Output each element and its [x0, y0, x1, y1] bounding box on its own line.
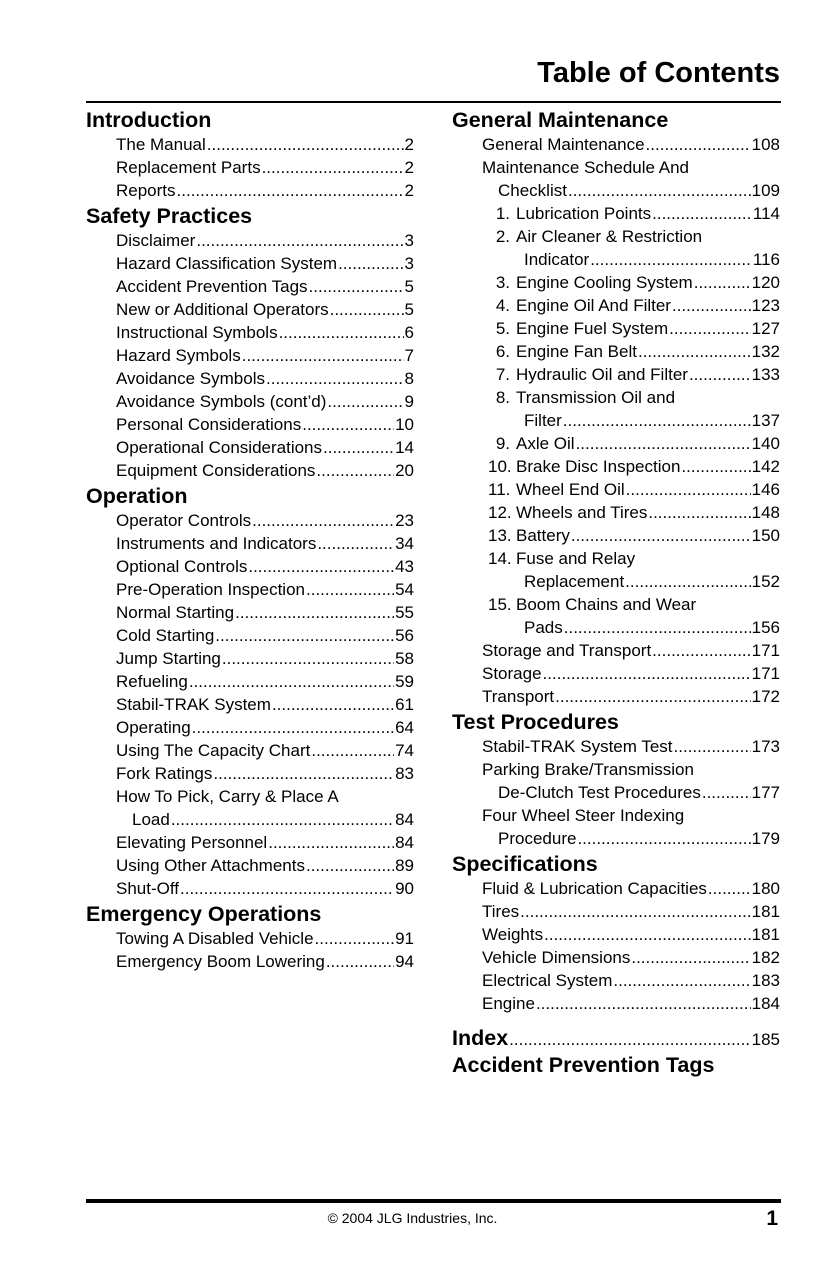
- toc-entry[interactable]: [86, 601, 414, 624]
- toc-leader-dots: [222, 647, 394, 670]
- toc-entry-title: Replacement: [524, 572, 625, 591]
- toc-leader-dots: [242, 344, 404, 367]
- toc-entry[interactable]: [86, 413, 414, 436]
- toc-entry-title: Pre-Operation Inspection: [116, 580, 305, 599]
- toc-leader-dots: [708, 877, 751, 900]
- toc-entry-title: Elevating Personnel: [116, 833, 268, 852]
- toc-entry-page: 182: [751, 948, 780, 967]
- toc-entry-page: 91: [395, 929, 414, 948]
- footer-rule: [86, 1199, 781, 1203]
- toc-leader-dots: [626, 478, 751, 501]
- toc-entry[interactable]: [452, 662, 780, 685]
- section-spacer: [452, 1015, 780, 1025]
- toc-entry[interactable]: [452, 386, 780, 409]
- toc-leader-dots: [180, 877, 394, 900]
- toc-entry-page: 179: [751, 829, 780, 848]
- toc-entry-number: 7.: [495, 365, 510, 384]
- toc-leader-dots: [327, 390, 403, 413]
- toc-entry[interactable]: [86, 624, 414, 647]
- toc-entry[interactable]: [452, 524, 780, 547]
- toc-section-entry[interactable]: [452, 1025, 780, 1051]
- toc-entry-title: Fluid & Lubrication Capacities: [482, 879, 707, 898]
- toc-entry[interactable]: [86, 133, 414, 156]
- toc-entry-title: Fork Ratings: [116, 764, 213, 783]
- toc-entry-title: Personal Considerations: [116, 415, 302, 434]
- toc-leader-dots: [568, 179, 751, 202]
- toc-entry-number: 10.: [488, 457, 512, 476]
- toc-entry-page: 184: [751, 994, 780, 1013]
- toc-entry-page: 34: [395, 534, 414, 553]
- toc-leader-dots: [272, 693, 394, 716]
- toc-entry-page: 64: [395, 718, 414, 737]
- toc-entry-number: 5.: [495, 319, 510, 338]
- toc-entry-title: Electrical System: [482, 971, 613, 990]
- toc-entry-page: 140: [751, 434, 780, 453]
- toc-leader-dots: [669, 317, 750, 340]
- toc-leader-dots: [576, 432, 751, 455]
- toc-entry-title: Jump Starting: [116, 649, 221, 668]
- toc-leader-dots: [177, 179, 404, 202]
- toc-entry-page: 83: [395, 764, 414, 783]
- toc-leader-dots: [652, 639, 750, 662]
- toc-entry[interactable]: [86, 578, 414, 601]
- toc-entry[interactable]: [86, 854, 414, 877]
- toc-entry[interactable]: [86, 532, 414, 555]
- toc-entry[interactable]: [452, 639, 780, 662]
- toc-leader-dots: [196, 229, 403, 252]
- toc-section-title: Index: [452, 1026, 509, 1050]
- toc-left-column: [86, 106, 414, 973]
- toc-entry[interactable]: [452, 804, 780, 827]
- toc-entry-title: Avoidance Symbols (cont’d): [116, 392, 327, 411]
- toc-leader-dots: [262, 156, 404, 179]
- toc-entry-page: 133: [751, 365, 780, 384]
- toc-entry-page: 180: [751, 879, 780, 898]
- toc-entry-page: 183: [751, 971, 780, 990]
- toc-leader-dots: [613, 969, 750, 992]
- toc-entry-page: 171: [751, 664, 780, 683]
- toc-entry-number: 11.: [488, 480, 511, 499]
- toc-section-heading[interactable]: Specifications: [452, 852, 598, 876]
- toc-leader-dots: [215, 624, 394, 647]
- toc-entry-title: Procedure: [498, 829, 577, 848]
- toc-entry-page: 181: [751, 925, 780, 944]
- toc-entry[interactable]: [86, 344, 414, 367]
- toc-entry-title: Battery: [516, 526, 570, 545]
- toc-entry-page: 132: [751, 342, 780, 361]
- toc-entry[interactable]: [452, 478, 780, 501]
- toc-entry-page: 20: [395, 461, 414, 480]
- toc-entry[interactable]: [452, 547, 780, 570]
- toc-entry[interactable]: [452, 432, 780, 455]
- toc-entry-page: 3: [404, 254, 414, 273]
- toc-entry-page: 152: [751, 572, 780, 591]
- toc-leader-dots: [192, 716, 394, 739]
- toc-entry-number: 13.: [488, 526, 512, 545]
- toc-entry-title: Stabil-TRAK System: [116, 695, 271, 714]
- toc-entry[interactable]: [86, 693, 414, 716]
- toc-entry-title: Wheel End Oil: [516, 480, 625, 499]
- toc-entry-title: Shut-Off: [116, 879, 179, 898]
- toc-entry[interactable]: [86, 229, 414, 252]
- toc-entry-number: 14.: [488, 549, 512, 568]
- toc-leader-dots: [638, 340, 751, 363]
- toc-entry[interactable]: [86, 785, 414, 808]
- toc-entry-title: Refueling: [116, 672, 188, 691]
- toc-leader-dots: [309, 275, 404, 298]
- toc-entry[interactable]: [86, 927, 414, 950]
- toc-entry-page: 156: [751, 618, 780, 637]
- toc-entry-title: Instructional Symbols: [116, 323, 278, 342]
- toc-entry-page: 55: [395, 603, 414, 622]
- toc-entry[interactable]: [86, 877, 414, 900]
- toc-entry-page: 6: [404, 323, 414, 342]
- toc-entry[interactable]: [452, 202, 780, 225]
- toc-entry-title: Emergency Boom Lowering: [116, 952, 325, 971]
- toc-entry-page: 150: [751, 526, 780, 545]
- toc-entry-title: Wheels and Tires: [516, 503, 648, 522]
- toc-entry[interactable]: [452, 992, 780, 1015]
- toc-leader-dots: [590, 248, 752, 271]
- toc-entry-number: 6.: [495, 342, 510, 361]
- toc-entry-title: Load: [132, 810, 170, 829]
- toc-entry-title: Transport: [482, 687, 555, 706]
- toc-entry[interactable]: [452, 570, 780, 593]
- toc-entry-page: 8: [404, 369, 414, 388]
- toc-entry-title: Transmission Oil and: [516, 388, 676, 407]
- toc-entry-title: Brake Disc Inspection: [516, 457, 681, 476]
- toc-entry-title: Air Cleaner & Restriction: [516, 227, 703, 246]
- toc-entry[interactable]: [86, 716, 414, 739]
- toc-leader-dots: [317, 532, 394, 555]
- header-rule: [86, 101, 781, 103]
- toc-section-heading[interactable]: General Maintenance: [452, 108, 669, 132]
- toc-entry-title: Operational Considerations: [116, 438, 323, 457]
- toc-entry-page: 2: [404, 135, 414, 154]
- toc-entry[interactable]: [452, 735, 780, 758]
- toc-leader-dots: [571, 524, 751, 547]
- toc-leader-dots: [311, 739, 394, 762]
- toc-entry-title: New or Additional Operators: [116, 300, 329, 319]
- toc-section-heading[interactable]: Accident Prevention Tags: [452, 1053, 715, 1077]
- toc-entry-page: 89: [395, 856, 414, 875]
- toc-entry[interactable]: [452, 317, 780, 340]
- toc-entry[interactable]: [86, 390, 414, 413]
- toc-leader-dots: [279, 321, 404, 344]
- toc-entry[interactable]: [86, 831, 414, 854]
- toc-leader-dots: [625, 570, 750, 593]
- toc-entry[interactable]: [452, 781, 780, 804]
- toc-leader-dots: [672, 294, 751, 317]
- toc-leader-dots: [306, 578, 394, 601]
- toc-entry[interactable]: [86, 321, 414, 344]
- toc-entry[interactable]: [86, 252, 414, 275]
- toc-entry-page: 172: [751, 687, 780, 706]
- toc-entry-page: 5: [404, 300, 414, 319]
- toc-entry-page: 43: [395, 557, 414, 576]
- toc-entry-title: Disclaimer: [116, 231, 196, 250]
- toc-entry-page: 146: [751, 480, 780, 499]
- toc-entry-number: 3.: [495, 273, 510, 292]
- toc-leader-dots: [326, 950, 394, 973]
- page-number: 1: [766, 1207, 778, 1230]
- page-title: Table of Contents: [537, 57, 780, 89]
- toc-leader-dots: [544, 923, 751, 946]
- toc-entry-title: Weights: [482, 925, 544, 944]
- toc-leader-dots: [543, 662, 751, 685]
- toc-leader-dots: [702, 781, 751, 804]
- toc-entry[interactable]: [452, 501, 780, 524]
- toc-leader-dots: [207, 133, 404, 156]
- toc-entry-page: 116: [752, 250, 780, 269]
- toc-entry[interactable]: [86, 647, 414, 670]
- toc-entry-page: 58: [395, 649, 414, 668]
- toc-section-heading[interactable]: Safety Practices: [86, 204, 253, 228]
- toc-entry-page: 171: [751, 641, 780, 660]
- toc-entry-title: The Manual: [116, 135, 206, 154]
- toc-entry-page: 2: [404, 158, 414, 177]
- toc-entry-title: Optional Controls: [116, 557, 248, 576]
- toc-entry-title: Instruments and Indicators: [116, 534, 317, 553]
- toc-entry[interactable]: [452, 225, 780, 248]
- toc-entry-page: 84: [395, 833, 414, 852]
- toc-entry-title: Using The Capacity Chart: [116, 741, 311, 760]
- toc-entry-title: Engine Fan Belt: [516, 342, 637, 361]
- toc-entry-title: Operator Controls: [116, 511, 252, 530]
- toc-entry-title: Vehicle Dimensions: [482, 948, 631, 967]
- toc-entry[interactable]: [86, 275, 414, 298]
- toc-entry-title: Engine Fuel System: [516, 319, 669, 338]
- toc-entry-title: Engine Oil And Filter: [516, 296, 671, 315]
- toc-entry-page: 94: [395, 952, 414, 971]
- toc-leader-dots: [338, 252, 403, 275]
- toc-entry-title: Boom Chains and Wear: [516, 595, 697, 614]
- toc-entry-number: 4.: [495, 296, 510, 315]
- toc-entry[interactable]: [86, 367, 414, 390]
- toc-entry-page: 61: [395, 695, 414, 714]
- toc-leader-dots: [306, 854, 394, 877]
- toc-leader-dots: [316, 459, 394, 482]
- toc-leader-dots: [235, 601, 394, 624]
- toc-entry-page: 23: [395, 511, 414, 530]
- toc-entry-title: Storage: [482, 664, 542, 683]
- toc-entry[interactable]: [452, 946, 780, 969]
- toc-entry-page: 7: [404, 346, 414, 365]
- toc-leader-dots: [323, 436, 394, 459]
- toc-leader-dots: [213, 762, 394, 785]
- toc-entry[interactable]: [452, 877, 780, 900]
- toc-entry-title: Operating: [116, 718, 191, 737]
- toc-entry[interactable]: [452, 827, 780, 850]
- toc-entry-page: 54: [395, 580, 414, 599]
- toc-entry[interactable]: [86, 808, 414, 831]
- toc-entry[interactable]: [86, 555, 414, 578]
- toc-entry-page: 137: [751, 411, 780, 430]
- toc-leader-dots: [330, 298, 404, 321]
- toc-entry-title: Four Wheel Steer Indexing: [482, 806, 685, 825]
- toc-entry-page: 114: [752, 204, 780, 223]
- toc-leader-dots: [509, 1027, 750, 1053]
- toc-right-column: [452, 106, 780, 1078]
- toc-entry-page: 14: [395, 438, 414, 457]
- toc-entry[interactable]: [452, 900, 780, 923]
- toc-entry-number: 8.: [495, 388, 510, 407]
- toc-leader-dots: [302, 413, 394, 436]
- toc-entry-title: Checklist: [498, 181, 567, 200]
- toc-section-heading[interactable]: Emergency Operations: [86, 902, 322, 926]
- toc-entry-title: Tires: [482, 902, 520, 921]
- toc-entry-page: 10: [395, 415, 414, 434]
- toc-entry-title: Hazard Classification System: [116, 254, 338, 273]
- toc-leader-dots: [631, 946, 750, 969]
- toc-leader-dots: [577, 827, 750, 850]
- toc-entry[interactable]: [86, 459, 414, 482]
- toc-entry-title: Reports: [116, 181, 176, 200]
- toc-entry[interactable]: [452, 409, 780, 432]
- toc-entry[interactable]: [452, 179, 780, 202]
- toc-entry-page: 181: [751, 902, 780, 921]
- toc-entry[interactable]: [86, 179, 414, 202]
- toc-entry-page: 74: [395, 741, 414, 760]
- toc-entry-title: Filter: [524, 411, 562, 430]
- toc-entry-title: Hydraulic Oil and Filter: [516, 365, 688, 384]
- toc-leader-dots: [268, 831, 394, 854]
- toc-entry[interactable]: [452, 271, 780, 294]
- toc-leader-dots: [536, 992, 751, 1015]
- toc-entry-title: Stabil-TRAK System Test: [482, 737, 673, 756]
- toc-entry-page: 84: [395, 810, 414, 829]
- toc-entry-page: 173: [751, 737, 780, 756]
- toc-entry-number: 2.: [495, 227, 510, 246]
- toc-entry[interactable]: [452, 593, 780, 616]
- toc-entry[interactable]: [452, 156, 780, 179]
- toc-entry-page: 108: [751, 135, 780, 154]
- toc-entry[interactable]: [452, 923, 780, 946]
- toc-entry-page: 127: [751, 319, 780, 338]
- toc-entry[interactable]: [452, 294, 780, 317]
- toc-leader-dots: [681, 455, 750, 478]
- copyright-notice: © 2004 JLG Industries, Inc.: [327, 1210, 498, 1226]
- toc-entry[interactable]: [452, 340, 780, 363]
- toc-entry-page: 5: [404, 277, 414, 296]
- toc-entry-page: 90: [395, 879, 414, 898]
- toc-entry-page: 123: [751, 296, 780, 315]
- toc-entry-title: Maintenance Schedule And: [482, 158, 689, 177]
- toc-entry-title: Indicator: [524, 250, 590, 269]
- toc-entry[interactable]: [452, 133, 780, 156]
- toc-leader-dots: [689, 363, 751, 386]
- toc-leader-dots: [555, 685, 751, 708]
- toc-leader-dots: [694, 271, 751, 294]
- toc-entry-title: Lubrication Points: [516, 204, 652, 223]
- toc-entry[interactable]: [86, 739, 414, 762]
- toc-leader-dots: [171, 808, 394, 831]
- toc-entry-page: 59: [395, 672, 414, 691]
- toc-entry[interactable]: [86, 670, 414, 693]
- toc-entry-page: 148: [751, 503, 780, 522]
- toc-entry[interactable]: [86, 509, 414, 532]
- toc-leader-dots: [564, 616, 751, 639]
- toc-entry-page: 3: [404, 231, 414, 250]
- toc-entry-title: How To Pick, Carry & Place A: [116, 787, 339, 806]
- toc-leader-dots: [646, 133, 751, 156]
- toc-entry-number: 1.: [495, 204, 510, 223]
- toc-entry-title: Avoidance Symbols: [116, 369, 265, 388]
- toc-entry[interactable]: [452, 363, 780, 386]
- toc-entry-page: 2: [404, 181, 414, 200]
- toc-entry[interactable]: [86, 436, 414, 459]
- toc-leader-dots: [648, 501, 750, 524]
- toc-entry[interactable]: [86, 762, 414, 785]
- toc-entry[interactable]: [452, 248, 780, 271]
- toc-leader-dots: [248, 555, 394, 578]
- toc-entry-page: 177: [751, 783, 780, 802]
- toc-entry-number: 9.: [495, 434, 510, 453]
- toc-entry[interactable]: [452, 685, 780, 708]
- toc-entry-title: Fuse and Relay: [516, 549, 636, 568]
- toc-entry-title: Axle Oil: [516, 434, 575, 453]
- toc-entry[interactable]: [86, 298, 414, 321]
- toc-leader-dots: [315, 927, 395, 950]
- toc-entry-title: De-Clutch Test Procedures: [498, 783, 701, 802]
- toc-entry-title: Engine: [482, 994, 535, 1013]
- toc-leader-dots: [252, 509, 394, 532]
- toc-entry-page: 142: [751, 457, 780, 476]
- toc-entry-number: 15.: [488, 595, 512, 614]
- toc-entry-page: 9: [404, 392, 414, 411]
- toc-entry[interactable]: [452, 616, 780, 639]
- toc-leader-dots: [189, 670, 394, 693]
- toc-entry-title: Pads: [524, 618, 563, 637]
- toc-entry[interactable]: [86, 950, 414, 973]
- toc-leader-dots: [563, 409, 751, 432]
- toc-entry-title: General Maintenance: [482, 135, 645, 154]
- toc-entry-page: 120: [751, 273, 780, 292]
- toc-entry-title: Towing A Disabled Vehicle: [116, 929, 314, 948]
- toc-entry-title: Normal Starting: [116, 603, 235, 622]
- toc-leader-dots: [266, 367, 404, 390]
- toc-entry[interactable]: [452, 455, 780, 478]
- toc-entry-title: Engine Cooling System: [516, 273, 693, 292]
- toc-section-heading[interactable]: Test Procedures: [452, 710, 619, 734]
- toc-entry-number: 12.: [488, 503, 512, 522]
- toc-entry[interactable]: [452, 969, 780, 992]
- toc-entry-page: 56: [395, 626, 414, 645]
- toc-entry-title: Accident Prevention Tags: [116, 277, 308, 296]
- toc-entry-title: Using Other Attachments: [116, 856, 305, 875]
- toc-entry-title: Equipment Considerations: [116, 461, 316, 480]
- toc-entry-title: Replacement Parts: [116, 158, 261, 177]
- toc-section-heading[interactable]: Operation: [86, 484, 188, 508]
- toc-entry[interactable]: [86, 156, 414, 179]
- toc-leader-dots: [520, 900, 750, 923]
- toc-entry-title: Storage and Transport: [482, 641, 652, 660]
- toc-leader-dots: [652, 202, 752, 225]
- toc-entry-title: Cold Starting: [116, 626, 215, 645]
- toc-entry[interactable]: [452, 758, 780, 781]
- toc-entry-title: Hazard Symbols: [116, 346, 241, 365]
- toc-entry-page: 109: [751, 181, 780, 200]
- toc-entry-page: 185: [751, 1030, 780, 1049]
- toc-entry-title: Parking Brake/Transmission: [482, 760, 694, 779]
- toc-leader-dots: [674, 735, 751, 758]
- toc-section-heading[interactable]: Introduction: [86, 108, 212, 132]
